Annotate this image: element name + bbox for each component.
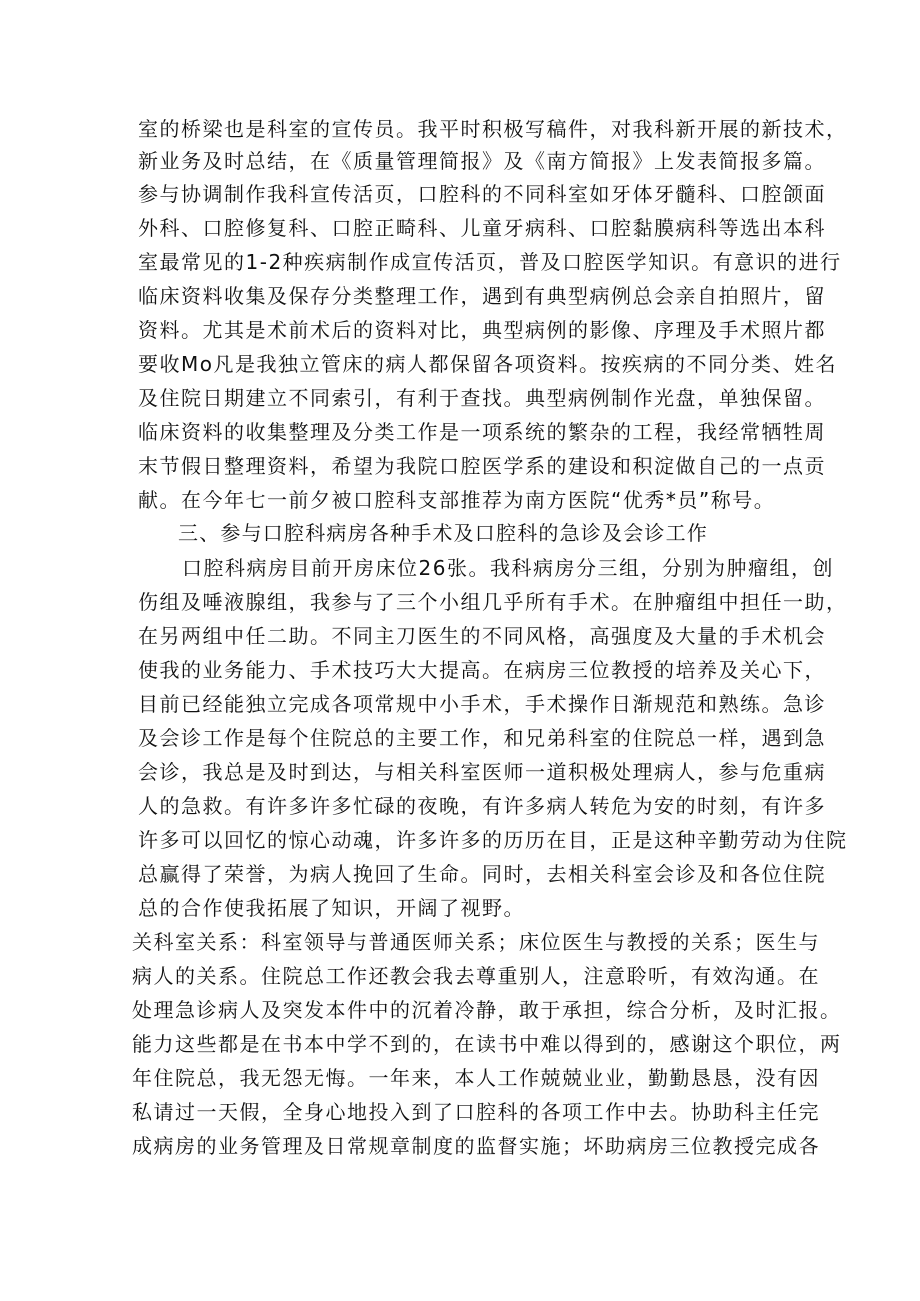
text-line: 能力这些都是在书本中学不到的，在读书中难以得到的，感谢这个职位，两	[132, 1032, 842, 1056]
text-line: 会诊，我总是及时到达，与相关科室医师一道积极处理病人，参与危重病	[138, 760, 826, 784]
text-line: 成病房的业务管理及日常规章制度的监督实施；坏助病房三位教授完成各	[132, 1134, 820, 1158]
text-line: 总的合作使我拓展了知识，开阔了视野。	[138, 896, 525, 920]
text-line: 使我的业务能力、手术技巧大大提高。在病房三位教授的培养及关心下，	[138, 658, 826, 682]
text-line: 及会诊工作是每个住院总的主要工作，和兄弟科室的住院总一样，遇到急	[138, 726, 826, 750]
text-line: 末节假日整理资料，希望为我院口腔医学系的建设和积淀做自己的一点贡	[138, 454, 826, 478]
text-line: 年住院总，我无怨无悔。一年来，本人工作兢兢业业，勤勤恳恳，没有因	[132, 1066, 820, 1090]
section-heading: 三、参与口腔科病房各种手术及口腔科的急诊及会诊工作	[178, 521, 708, 545]
text-line: 参与协调制作我科宣传活页，口腔科的不同科室如牙体牙髓科、口腔颌面	[138, 182, 826, 206]
text-line: 献。在今年七一前夕被口腔科支部推荐为南方医院“优秀*员”称号。	[138, 488, 776, 512]
text-line: 及住院日期建立不同索引，有利于查找。典型病例制作光盘，单独保留。	[138, 386, 826, 410]
text-line: 许多可以回忆的惊心动魂，许多许多的历历在目，正是这种辛勤劳动为住院	[138, 828, 848, 852]
text-line: 临床资料收集及保存分类整理工作，遇到有典型病例总会亲自拍照片，留	[138, 284, 826, 308]
text-line: 在另两组中任二助。不同主刀医生的不同风格，高强度及大量的手术机会	[138, 624, 826, 648]
text-line: 伤组及唾液腺组，我参与了三个小组几乎所有手术。在肿瘤组中担任一助，	[138, 590, 848, 614]
text-line: 人的急救。有许多许多忙碌的夜晚，有许多病人转危为安的时刻，有许多	[138, 794, 826, 818]
text-line: 目前已经能独立完成各项常规中小手术，手术操作日渐规范和熟练。急诊	[138, 692, 826, 716]
text-line: 处理急诊病人及突发本件中的沉着冷静，敢于承担，综合分析，及时汇报。	[132, 998, 842, 1022]
text-line: 关科室关系：科室领导与普通医师关系；床位医生与教授的关系；医生与	[132, 930, 820, 954]
text-line: 资料。尤其是术前术后的资料对比，典型病例的影像、序理及手术照片都	[138, 318, 826, 342]
text-line: 口腔科病房目前开房床位26张。我科病房分三组，分别为肿瘤组，创	[182, 556, 834, 580]
text-line: 外科、口腔修复科、口腔正畸科、儿童牙病科、口腔黏膜病科等选出本科	[138, 216, 826, 240]
text-line: 室最常见的1-2种疾病制作成宣传活页，普及口腔医学知识。有意识的进行	[138, 250, 842, 274]
text-line: 病人的关系。住院总工作还教会我去尊重别人，注意聆听，有效沟通。在	[132, 964, 820, 988]
text-line: 临床资料的收集整理及分类工作是一项系统的繁杂的工程，我经常牺牲周	[138, 420, 826, 444]
text-line: 室的桥梁也是科室的宣传员。我平时积极写稿件，对我科新开展的新技术，	[138, 117, 848, 141]
text-line: 总赢得了荣誉，为病人挽回了生命。同时，去相关科室会诊及和各位住院	[138, 862, 826, 886]
text-line: 新业务及时总结，在《质量管理简报》及《南方简报》上发表简报多篇。	[138, 149, 826, 173]
text-line: 要收Mo凡是我独立管床的病人都保留各项资料。按疾病的不同分类、姓名	[138, 352, 837, 376]
text-line: 私请过一天假，全身心地投入到了口腔科的各项工作中去。协助科主任完	[132, 1100, 820, 1124]
